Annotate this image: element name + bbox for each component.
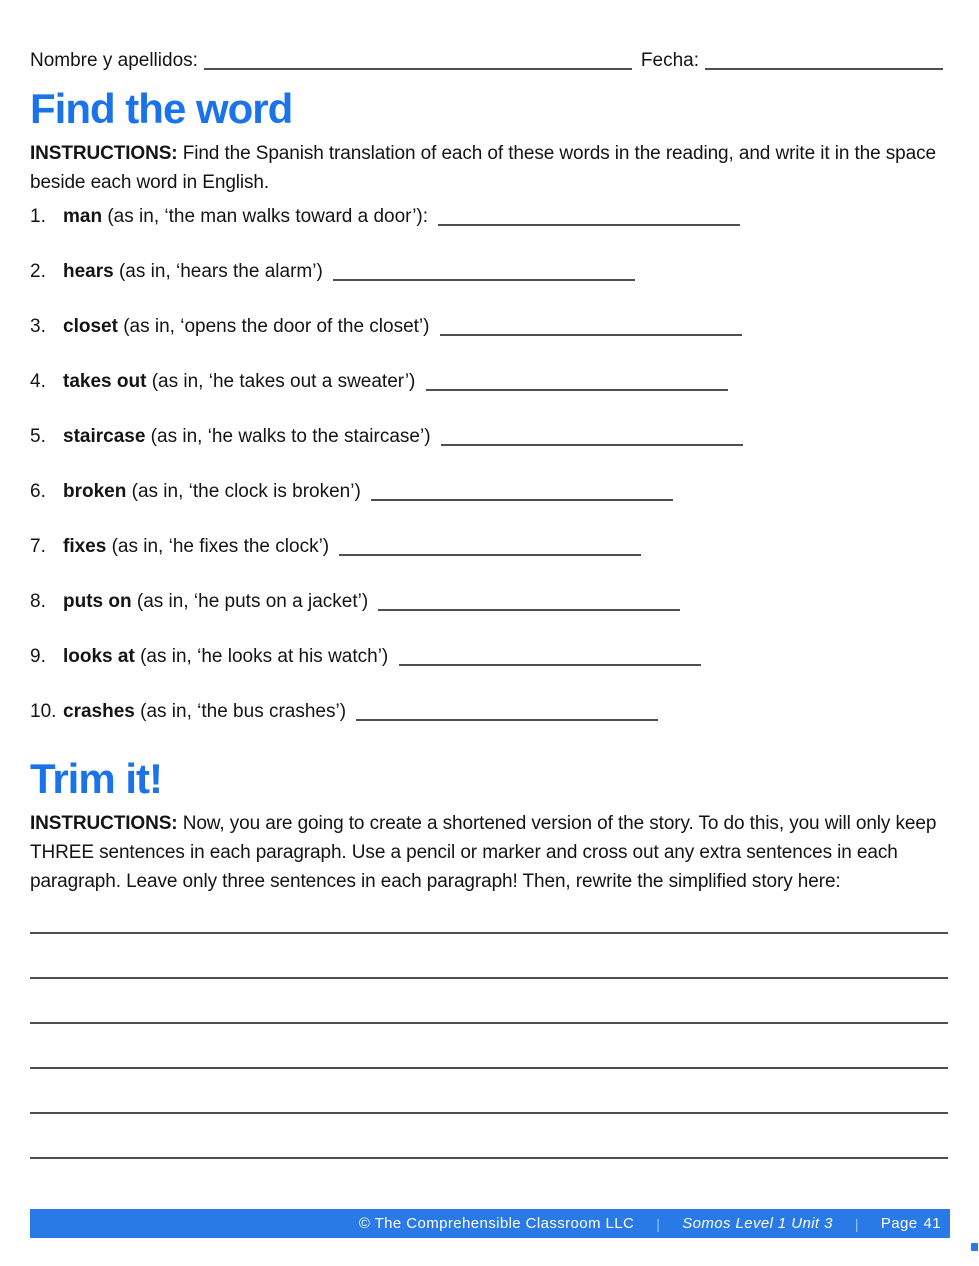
item-number: 6.: [30, 481, 46, 502]
item-context: (as in, ‘he walks to the staircase’): [145, 426, 436, 447]
footer-copyright: © The Comprehensible Classroom LLC: [358, 1215, 635, 1232]
vocab-item-6: [30, 481, 948, 503]
vocab-item-2: [30, 261, 948, 283]
answer-blank-line[interactable]: [426, 389, 728, 391]
item-context: (as in, ‘the man walks toward a door’):: [102, 206, 434, 227]
item-number: 2.: [30, 261, 46, 282]
item-context: (as in, ‘he takes out a sweater’): [146, 371, 421, 392]
footer-bar: [30, 1209, 950, 1238]
date-blank-line[interactable]: [705, 68, 943, 70]
writing-line[interactable]: [30, 1114, 948, 1159]
item-number: 9.: [30, 646, 46, 667]
writing-line[interactable]: [30, 1024, 948, 1069]
item-number: 3.: [30, 316, 46, 337]
item-number: 8.: [30, 591, 46, 612]
footer-page-label: Page: [880, 1215, 918, 1232]
find-the-word-instructions: [30, 139, 948, 197]
item-number: 10.: [30, 701, 57, 722]
writing-line[interactable]: [30, 934, 948, 979]
footer-page: [881, 1215, 941, 1232]
instructions-label: INSTRUCTIONS:: [30, 143, 178, 164]
vocab-item-7: [30, 536, 948, 558]
item-context: (as in, ‘he fixes the clock’): [106, 536, 335, 557]
item-context: (as in, ‘the clock is broken’): [126, 481, 367, 502]
vocab-item-4: [30, 371, 948, 393]
date-label: Fecha:: [640, 50, 700, 71]
item-word: looks at: [63, 646, 135, 667]
item-number: 7.: [30, 536, 46, 557]
footer-series-title: Somos Level 1 Unit 3: [682, 1215, 833, 1232]
story-writing-area: [30, 896, 948, 1159]
writing-line[interactable]: [30, 979, 948, 1024]
vocab-list: [30, 206, 948, 723]
item-context: (as in, ‘opens the door of the closet’): [117, 316, 435, 337]
item-context: (as in, ‘hears the alarm’): [113, 261, 329, 282]
item-word: closet: [63, 316, 118, 337]
item-number: 1.: [30, 206, 46, 227]
section-title-find-the-word: Find the word: [30, 85, 293, 132]
item-word: crashes: [63, 701, 135, 722]
answer-blank-line[interactable]: [371, 499, 673, 501]
item-word: takes out: [63, 371, 147, 392]
section-title-trim-it: Trim it!: [30, 755, 163, 802]
name-label: Nombre y apellidos:: [30, 50, 198, 71]
item-number: 5.: [30, 426, 46, 447]
name-blank-line[interactable]: [204, 68, 632, 70]
answer-blank-line[interactable]: [399, 664, 701, 666]
footer-separator: |: [656, 1215, 661, 1232]
vocab-item-3: [30, 316, 948, 338]
item-context: (as in, ‘the bus crashes’): [134, 701, 352, 722]
instructions-label: INSTRUCTIONS:: [30, 813, 178, 834]
vocab-item-9: [30, 646, 948, 668]
item-number: 4.: [30, 371, 46, 392]
page-corner-mark: [971, 1243, 978, 1251]
item-word: puts on: [63, 591, 132, 612]
item-context: (as in, ‘he puts on a jacket’): [131, 591, 374, 612]
instructions-text: Find the Spanish translation of each of these words in the reading, and write it in the space beside each word in English.: [30, 143, 936, 193]
instructions-text: Now, you are going to create a shortened version of the story. To do this, you will only keep THREE sentences in each paragraph. Use a pencil or marker and cross out any extra sentences in each paragraph. Leave only three sentences in each paragraph! Then, rewrite the simplified story here:: [30, 813, 937, 892]
answer-blank-line[interactable]: [339, 554, 641, 556]
vocab-item-5: [30, 426, 948, 448]
writing-line[interactable]: [30, 1069, 948, 1114]
answer-blank-line[interactable]: [356, 719, 658, 721]
item-word: broken: [63, 481, 127, 502]
answer-blank-line[interactable]: [333, 279, 635, 281]
item-word: hears: [63, 261, 114, 282]
item-word: fixes: [63, 536, 107, 557]
vocab-item-1: [30, 206, 948, 228]
answer-blank-line[interactable]: [440, 334, 742, 336]
item-word: man: [63, 206, 103, 227]
answer-blank-line[interactable]: [441, 444, 743, 446]
answer-blank-line[interactable]: [438, 224, 740, 226]
vocab-item-8: [30, 591, 948, 613]
footer-separator: |: [854, 1215, 859, 1232]
name-date-row: [30, 50, 948, 72]
item-context: (as in, ‘he looks at his watch’): [134, 646, 394, 667]
answer-blank-line[interactable]: [378, 609, 680, 611]
writing-line[interactable]: [30, 896, 948, 934]
vocab-item-10: [30, 701, 948, 723]
item-word: staircase: [63, 426, 146, 447]
footer-page-number: 41: [923, 1215, 941, 1232]
trim-it-instructions: [30, 809, 948, 896]
